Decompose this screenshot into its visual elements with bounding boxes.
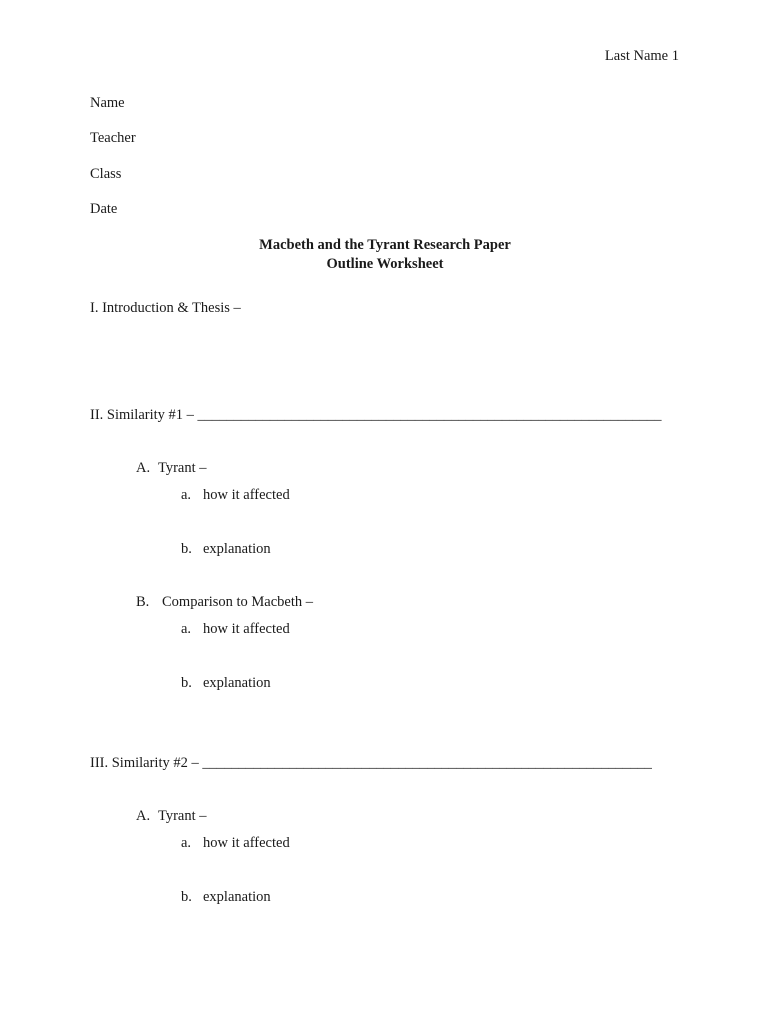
section-intro-heading: I. Introduction & Thesis – — [90, 300, 241, 316]
document-title: Macbeth and the Tyrant Research Paper — [259, 237, 511, 253]
subitem-marker: a. — [181, 835, 192, 851]
name-line: Name — [90, 95, 125, 111]
subitem-marker: b. — [181, 541, 192, 557]
outline-subitem — [181, 488, 290, 503]
subitem-label: explanation — [203, 889, 271, 905]
subitem-marker: a. — [181, 621, 192, 637]
outline-item-a — [136, 809, 207, 824]
outline-subitem — [181, 622, 290, 637]
subitem-marker: b. — [181, 889, 192, 905]
outline-subitem — [181, 836, 290, 851]
outline-item-a — [136, 461, 207, 476]
running-head: Last Name 1 — [604, 48, 679, 64]
outline-marker: B. — [136, 594, 150, 610]
subitem-label: how it affected — [203, 621, 290, 637]
section-similarity1-heading: II. Similarity #1 – ________________________________________________________________ — [90, 407, 662, 423]
subitem-label: how it affected — [203, 487, 290, 503]
outline-subitem — [181, 542, 271, 557]
subitem-marker: a. — [181, 487, 192, 503]
outline-label: Comparison to Macbeth – — [162, 594, 314, 610]
teacher-line: Teacher — [90, 130, 136, 146]
class-line: Class — [90, 166, 122, 182]
document-subtitle: Outline Worksheet — [326, 256, 444, 272]
outline-marker: A. — [136, 460, 151, 476]
outline-label: Tyrant – — [158, 808, 207, 824]
outline-subitem — [181, 676, 271, 691]
subitem-label: explanation — [203, 541, 271, 557]
section-similarity2-heading: III. Similarity #2 – ______________________________________________________________ — [90, 755, 652, 771]
outline-item-b — [136, 595, 313, 610]
outline-subitem — [181, 890, 271, 905]
subitem-label: explanation — [203, 675, 271, 691]
subitem-marker: b. — [181, 675, 192, 691]
subitem-label: how it affected — [203, 835, 290, 851]
outline-label: Tyrant – — [158, 460, 207, 476]
outline-marker: A. — [136, 808, 151, 824]
date-line: Date — [90, 201, 118, 217]
